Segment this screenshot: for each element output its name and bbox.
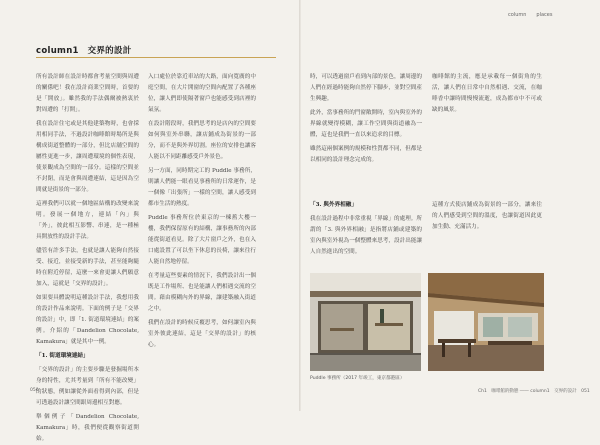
paragraph: 「交界的設計」的主要步驟是發掘場所本身的特性，尤其考量到「所有不能改變」的狀態，例如讓從外面看得到內部，但是可透過設計讓空間跟周邊相互對應。 [36, 367, 139, 406]
emphasis-text: 「3. 與外界相融」 [310, 202, 357, 208]
running-head-place: places [536, 12, 553, 18]
paragraph: 儘管有許多手法，也就是讓人能夠自然接受、接近，並接受新的手法，甚至能夠隨時在附近停留，這麼一來會更讓人們願意加入，這就是「交界的設計」。 [36, 248, 139, 287]
paragraph: Puddle 事務所位於東京的一棟舊大樓一樓，我們保留原有的結構，讓事務所的內部能從街道看見。除了大片窗戶之外，也在入口處設置了可以坐下休息的長椅，讓來往行人能自然地停留。 [148, 215, 256, 265]
paragraph: 此外，當事務所的門窗敞開時，室內與室外的界線就變得模糊，讓工作空間與街道融為一體，這也是我們一直以來追求的目標。 [310, 110, 422, 138]
text-column-2 [148, 72, 256, 382]
text-column-4-lower [432, 200, 542, 264]
text-column-4 [432, 72, 542, 202]
running-head-section: column [508, 12, 527, 18]
page-number-left: 050 [30, 388, 39, 393]
page-number-right: Ch1 咖啡館的動態 ―― column1 交界的設計 051 [478, 389, 590, 394]
paragraph: 這種方式使店鋪成為街景的一部分，讓來往的人們感受到空間的溫度，也讓街道因此更加生動、充滿活力。 [432, 202, 542, 230]
chapter-rule [36, 57, 276, 58]
text-column-1 [36, 72, 139, 442]
paragraph: 另一方面，同時期完工的 Puddle 事務所，則讓人們能一眼看見事務所的日常運作，是一個像「出張所」一樣的空間，讓人感受到都市生活的熱度。 [148, 168, 256, 207]
paragraph: 時，可以透過窗戶看到內部的景色，讓周邊的人們在經過時能夠自然停下腳步，並對空間產生興趣。 [310, 74, 422, 102]
running-head [508, 12, 552, 18]
paragraph: 所有設計師在設計時都會考量空間與周遭的關係吧！我在設計商業空間時，首要的是「開放」。雖然我的手法偶爾被熱衷於對周遭的「打開」。 [36, 74, 139, 113]
photo-caption: Puddle 事務所（2017 年竣工，東京都港區） [310, 376, 405, 381]
emphasis-text: 「1. 街道環境連結」 [36, 353, 89, 359]
photo-office-interior [428, 273, 544, 371]
paragraph: 我在設計住宅或是其他建築物時，也會採用相同手法，不過設計咖啡館時場所是與構成街道整體的一部分，但比店舖空間的屬性更進一步，讓周遭環境的個性表現，使景觀成為空間的一部分。這樣的空間並不封閉，而是會與周遭連結，這是因為空間就是街景的一部分。 [36, 121, 139, 193]
photo-office-facade [310, 273, 421, 371]
paragraph: 我在設計過程中非常重視「界線」的處理。所謂的「3. 與外界相融」是指將店鋪或建築的室內與室外視為一個整體來思考，設計出能讓人自然進出的空間。 [310, 216, 422, 255]
paragraph: 在設計階段時，我們思考的是店內的空間要如何與室外串聯，讓店鋪成為街景的一部分，而不是與外界切割。座位的安排也讓客人能以不同距離感受戶外景色。 [148, 121, 256, 160]
page-gutter [299, 0, 301, 411]
paragraph: 我們在設計的時候反覆思考，如何讓室內與室外彼此連結，這是「交界的設計」的核心。 [148, 320, 256, 348]
text-column-3-lower [310, 200, 422, 264]
paragraph: 這裡我們可以就一個地區結構的改變來說明。發展一個地方，連結「內」與「外」，彼此相互影響、串連，是一種極具開放性的設計手法。 [36, 201, 139, 240]
text-column-3 [310, 72, 422, 202]
paragraph: 舉個例子「Dandelion Chocolate, Kamakura」時，我們便從觀察街道開始。 [36, 414, 139, 442]
chapter-title: column1 交界的設計 [36, 46, 132, 56]
paragraph: 如果要具體說明這種設計手法，我想用我的設計作品來說明。下面的例子是「交界的設計」中，即「1. 街道環境連結」的案例。介紹的「Dandelion Chocolate, Kamakura」就是其中一例。 [36, 295, 139, 345]
paragraph: 咖啡館的主流，應是承載每一個街角的生活，讓人們在日常中自然相遇、交流，在咖啡香中讓時間慢慢流逝，成為都市中不可或缺的風景。 [432, 74, 542, 113]
paragraph: 雖然這兩個案例的規模和性質都不同，但都是以相同的設計理念完成的。 [310, 146, 422, 163]
paragraph: 入口處位於靠近車站的大路，面向寬廣的中庭空間，在大片開窗的空間內配置了各種座位，讓人們即使隔著窗戶也能感受到店裡的氣氛。 [148, 74, 256, 113]
paragraph: 在考量這些要素的情況下，我們設計出一個既是工作場所、也是能讓人們相遇交流的空間。藉由模糊內外的界線，讓建築融入街道之中。 [148, 273, 256, 312]
